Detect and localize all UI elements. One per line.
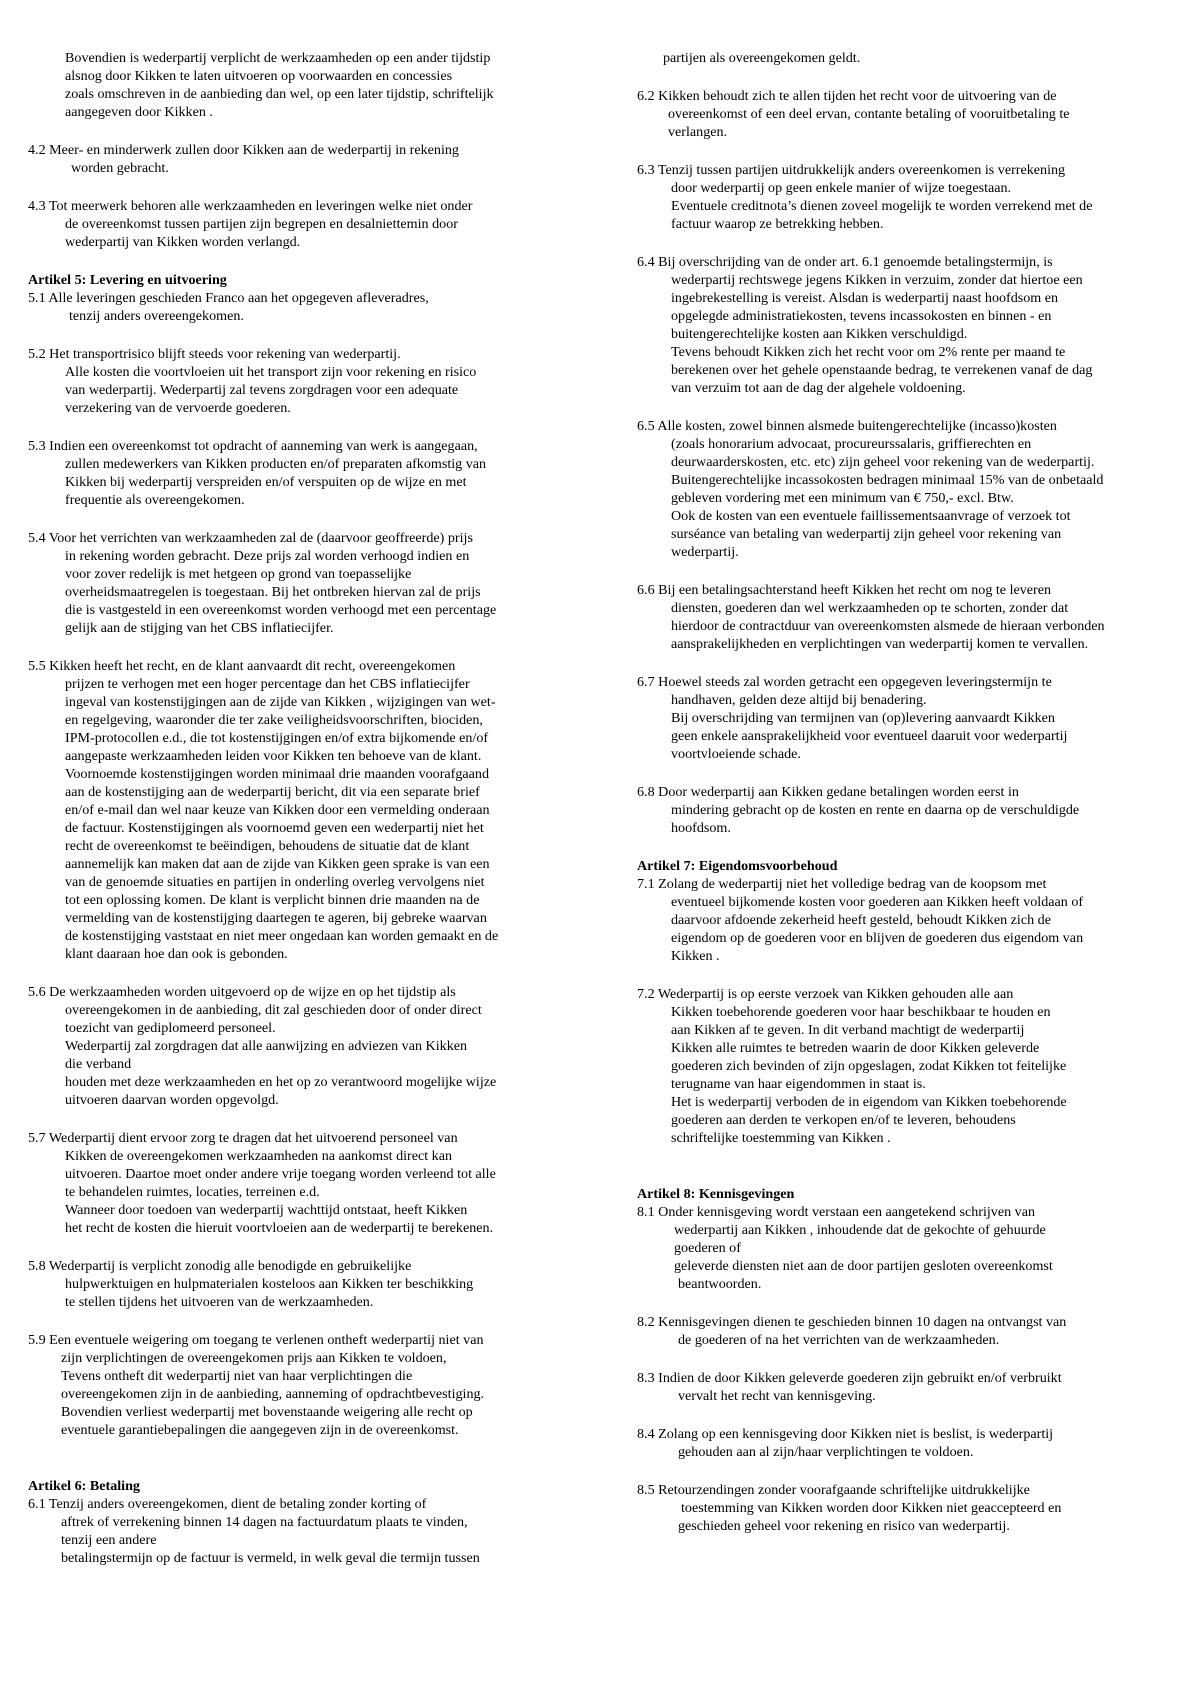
text-line: 5.4 Voor het verrichten van werkzaamheden zal de (daarvoor geoffreerde) prijs [28,530,473,546]
text-line: goederen zich bevinden of zijn opgeslagen, zodat Kikken tot feitelijke [671,1058,1067,1074]
text-line: 4.2 Meer- en minderwerk zullen door Kikken aan de wederpartij in rekening [28,142,459,158]
text-line: (zoals honorarium advocaat, procureurssalaris, griffierechten en [671,436,1032,452]
text-line: aansprakelijkheden en verplichtingen van wederpartij komen te vervallen. [671,636,1089,652]
text-line: te stellen tijdens het uitvoeren van de werkzaamheden. [65,1294,374,1310]
text-line: schriftelijke toestemming van Kikken . [671,1130,891,1146]
text-line: gehouden aan al zijn/haar verplichtingen te voldoen. [678,1444,974,1460]
text-line: 4.3 Tot meerwerk behoren alle werkzaamheden en leveringen welke niet onder [28,198,473,214]
text-line: ingeval van kostenstijgingen aan de zijde van Kikken , wijzigingen van wet- [65,694,496,710]
article-heading: Artikel 7: Eigendomsvoorbehoud [637,858,838,874]
text-line: opgelegde administratiekosten, tevens incassokosten en binnen - en [671,308,1052,324]
text-line: hulpwerktuigen en hulpmaterialen kosteloos aan Kikken ter beschikking [65,1276,474,1292]
text-line: aftrek of verrekening binnen 14 dagen na factuurdatum plaats te vinden, [61,1514,468,1530]
text-line: die is vastgesteld in een overeenkomst worden verhoogd met een percentage [65,602,497,618]
text-line: 8.3 Indien de door Kikken geleverde goederen zijn gebruikt en/of verbruikt [637,1370,1062,1386]
text-line: Wederpartij zal zorgdragen dat alle aanwijzing en adviezen van Kikken [65,1038,468,1054]
text-line: frequentie als overeengekomen. [65,492,245,508]
text-line: Kikken toebehorende goederen voor haar beschikbaar te houden en [671,1004,1051,1020]
text-line: 6.5 Alle kosten, zowel binnen alsmede buitengerechtelijke (incasso)kosten [637,418,1057,434]
text-line: vermelding van de kostenstijging daartegen te ageren, bij gebreke waarvan [65,910,487,926]
text-line: wederpartij rechtswege jegens Kikken in verzuim, zonder dat hiertoe een [671,272,1083,288]
text-line: klant daaraan hoe dan ook is gebonden. [65,946,288,962]
text-line: Kikken . [671,948,720,964]
text-line: Tevens behoudt Kikken zich het recht voor om 2% rente per maand te [671,344,1066,360]
text-line: Kikken de overeengekomen werkzaamheden na aankomst direct kan [65,1148,453,1164]
text-line: 6.3 Tenzij tussen partijen uitdrukkelijk anders overeenkomen is verrekening [637,162,1066,178]
text-line: zijn verplichtingen de overeengekomen prijs aan Kikken te voldoen, [61,1350,447,1366]
text-line: mindering gebracht op de kosten en rente en daarna op de verschuldigde [671,802,1080,818]
text-line: berekenen over het gehele openstaande bedrag, te verrekenen vanaf de dag [671,362,1093,378]
text-line: vervalt het recht van kennisgeving. [678,1388,876,1404]
text-line: eigendom op de goederen voor en blijven de goederen dus eigendom van [671,930,1084,946]
text-line: de goederen of na het verrichten van de werkzaamheden. [678,1332,1000,1348]
text-line: 5.2 Het transportrisico blijft steeds voor rekening van wederpartij. [28,346,401,362]
text-line: Alle kosten die voortvloeien uit het transport zijn voor rekening en risico [65,364,477,380]
text-line: terugname van haar eigendommen in staat is. [671,1076,926,1092]
text-line: geschieden geheel voor rekening en risico van wederpartij. [678,1518,1010,1534]
text-line: Wanneer door toedoen van wederpartij wachttijd ontstaat, heeft Kikken [65,1202,468,1218]
text-line: Kikken bij wederpartij verspreiden en/of verspuiten op de wijze en met [65,474,467,490]
text-line: 6.4 Bij overschrijding van de onder art. 6.1 genoemde betalingstermijn, is [637,254,1053,270]
text-line: van de genoemde situaties en partijen in onderling overleg vervolgens niet [65,874,485,890]
text-line: beantwoorden. [678,1276,762,1292]
text-line: 6.8 Door wederpartij aan Kikken gedane betalingen worden eerst in [637,784,1019,800]
text-line: recht de overeenkomst te beëindigen, behoudens de situatie dat de klant [65,838,470,854]
text-line: wederpartij van Kikken worden verlangd. [65,234,301,250]
text-line: 8.4 Zolang op een kennisgeving door Kikken niet is beslist, is wederpartij [637,1426,1054,1442]
text-line: goederen aan derden te verkopen en/of te leveren, behoudens [671,1112,1016,1128]
text-line: in rekening worden gebracht. Deze prijs zal worden verhoogd indien en [65,548,470,564]
text-line: Het is wederpartij verboden de in eigendom van Kikken toebehorende [671,1094,1067,1110]
text-line: betalingstermijn op de factuur is vermeld, in welk geval die termijn tussen [61,1550,480,1566]
text-line: overeenkomst of een deel ervan, contante betaling of vooruitbetaling te [668,106,1070,122]
text-line: wederpartij. [671,544,739,560]
text-line: en regelgeving, waaronder die ter zake veiligheidsvoorschriften, biociden, [65,712,483,728]
text-line: 6.2 Kikken behoudt zich te allen tijden het recht voor de uitvoering van de [637,88,1057,104]
text-line: voor zover redelijk is met hetgeen op grond van toepasselijke [65,566,412,582]
text-line: 5.1 Alle leveringen geschieden Franco aan het opgegeven afleveradres, [28,290,429,306]
text-line: te behandelen ruimtes, locaties, terreinen e.d. [65,1184,320,1200]
text-line: eventuele garantiebepalingen die aangegeven zijn in de overeenkomst. [61,1422,459,1438]
text-line: buitengerechtelijke kosten aan Kikken verschuldigd. [671,326,968,342]
text-line: goederen of [674,1240,741,1256]
text-line: uitvoeren daarvan worden opgevolgd. [65,1092,279,1108]
text-line: hoofdsom. [671,820,731,836]
article-heading: Artikel 8: Kennisgevingen [637,1186,795,1202]
text-line: die verband [65,1056,132,1072]
text-line: overeengekomen zijn in de aanbieding, aanneming of opdrachtbevestiging. [61,1386,485,1402]
text-line: handhaven, gelden deze altijd bij benadering. [671,692,927,708]
text-line: ingebrekestelling is vereist. Alsdan is wederpartij naast hoofdsom en [671,290,1059,306]
text-line: surséance van betaling van wederpartij zijn geheel voor rekening van [671,526,1062,542]
text-line: 5.9 Een eventuele weigering om toegang te verlenen ontheft wederpartij niet van [28,1332,484,1348]
text-line: 8.2 Kennisgevingen dienen te geschieden binnen 10 dagen na ontvangst van [637,1314,1067,1330]
text-line: aangepaste werkzaamheden leiden voor Kikken ten behoeve van de klant. [65,748,482,764]
text-line: 5.7 Wederpartij dient ervoor zorg te dragen dat het uitvoerend personeel van [28,1130,458,1146]
text-line: 5.5 Kikken heeft het recht, en de klant aanvaardt dit recht, overeengekomen [28,658,456,674]
text-line: zoals omschreven in de aanbieding dan wel, op een later tijdstip, schriftelijk [65,86,494,102]
text-line: 6.1 Tenzij anders overeengekomen, dient de betaling zonder korting of [28,1496,427,1512]
text-line: verlangen. [668,124,728,140]
text-line: aangegeven door Kikken . [65,104,213,120]
text-line: 8.1 Onder kennisgeving wordt verstaan een aangetekend schrijven van [637,1204,1036,1220]
text-line: Eventuele creditnota’s dienen zoveel mogelijk te worden verrekend met de [671,198,1093,214]
text-line: 5.3 Indien een overeenkomst tot opdracht of aanneming van werk is aangegaan, [28,438,478,454]
text-line: Kikken alle ruimtes te betreden waarin de door Kikken geleverde [671,1040,1040,1056]
text-line: 5.6 De werkzaamheden worden uitgevoerd op de wijze en op het tijdstip als [28,984,456,1000]
text-line: aan de kostenstijging aan de wederpartij bericht, dit via een separate brief [65,784,480,800]
text-line: wederpartij aan Kikken , inhoudende dat de gekochte of gehuurde [674,1222,1046,1238]
text-line: 6.7 Hoewel steeds zal worden getracht een opgegeven leveringstermijn te [637,674,1052,690]
text-line: hierdoor de contractduur van overeenkomsten alsmede de hieraan verbonden [671,618,1105,634]
text-line: 5.8 Wederpartij is verplicht zonodig alle benodigde en gebruikelijke [28,1258,412,1274]
text-line: uitvoeren. Daartoe moet onder andere vrije toegang worden verleend tot alle [65,1166,496,1182]
text-line: verzekering van de vervoerde goederen. [65,400,291,416]
text-line: factuur waarop ze betrekking hebben. [671,216,884,232]
text-line: prijzen te verhogen met een hoger percentage dan het CBS inflatiecijfer [65,676,470,692]
text-line: zullen medewerkers van Kikken producten en/of preparaten afkomstig van [65,456,487,472]
text-line: 7.2 Wederpartij is op eerste verzoek van Kikken gehouden alle aan [637,986,1014,1002]
text-line: 7.1 Zolang de wederpartij niet het volledige bedrag van de koopsom met [637,876,1047,892]
text-line: de factuur. Kostenstijgingen als voornoemd geven een wederpartij niet het [65,820,484,836]
text-line: 8.5 Retourzendingen zonder voorafgaande schriftelijke uitdrukkelijke [637,1482,1030,1498]
text-line: geleverde diensten niet aan de door partijen gesloten overeenkomst [674,1258,1053,1274]
text-line: worden gebracht. [71,160,169,176]
text-line: tenzij een andere [61,1532,157,1548]
text-line: van wederpartij. Wederpartij zal tevens zorgdragen voor een adequate [65,382,459,398]
text-line: Bij overschrijding van termijnen van (op)levering aanvaardt Kikken [671,710,1055,726]
text-line: deurwaarderskosten, etc. etc) zijn geheel voor rekening van de wederpartij. [671,454,1095,470]
text-line: Bovendien verliest wederpartij met bovenstaande weigering alle recht op [61,1404,473,1420]
text-line: partijen als overeengekomen geldt. [663,50,861,66]
text-line: aan Kikken af te geven. In dit verband machtigt de wederpartij [671,1022,1025,1038]
text-line: daarvoor afdoende zekerheid heeft gesteld, behoudt Kikken zich de [671,912,1051,928]
text-line: en/of e-mail dan wel naar keuze van Kikken door een vermelding onderaan [65,802,490,818]
text-line: diensten, goederen dan wel werkzaamheden op te schorten, zonder dat [671,600,1069,616]
article-heading: Artikel 5: Levering en uitvoering [28,272,227,288]
text-line: 6.6 Bij een betalingsachterstand heeft Kikken het recht om nog te leveren [637,582,1052,598]
text-line: Buitengerechtelijke incassokosten bedragen minimaal 15% van de onbetaald [671,472,1104,488]
text-line: gelijk aan de stijging van het CBS inflatiecijfer. [65,620,334,636]
text-line: van verzuim tot aan de dag der algehele voldoening. [671,380,966,396]
text-line: eventueel bijkomende kosten voor goederen aan Kikken heeft voldaan of [671,894,1084,910]
text-line: Tevens ontheft dit wederpartij niet van haar verplichtingen die [61,1368,413,1384]
text-line: Voornoemde kostenstijgingen worden minimaal drie maanden voorafgaand [65,766,490,782]
text-line: toezicht van gediplomeerd personeel. [65,1020,276,1036]
text-line: tenzij anders overeengekomen. [69,308,244,324]
text-line: overheidsmaatregelen is toegestaan. Bij het ontbreken hiervan zal de prijs [65,584,481,600]
text-line: houden met deze werkzaamheden en het op zo verantwoord mogelijke wijze [65,1074,497,1090]
text-line: het recht de kosten die hieruit voortvloeien aan de wederpartij te berekenen. [65,1220,494,1236]
text-line: alsnog door Kikken te laten uitvoeren op voorwaarden en concessies [65,68,453,84]
text-line: voortvloeiende schade. [671,746,801,762]
article-heading: Artikel 6: Betaling [28,1478,140,1494]
text-line: toestemming van Kikken worden door Kikken niet geaccepteerd en [681,1500,1062,1516]
text-line: de kostenstijging vaststaat en niet meer ongedaan kan worden gemaakt en de [65,928,499,944]
text-line: tot een oplossing komen. De klant is verplicht binnen drie maanden na de [65,892,480,908]
text-line: Bovendien is wederpartij verplicht de werkzaamheden op een ander tijdstip [65,50,491,66]
text-line: Ook de kosten van een eventuele faillissementsaanvrage of verzoek tot [671,508,1071,524]
text-line: door wederpartij op geen enkele manier of wijze toegestaan. [671,180,1012,196]
text-line: gebleven vordering met een minimum van € 750,- excl. Btw. [671,490,1014,506]
text-line: geen enkele aansprakelijkheid voor eventueel daaruit voor wederpartij [671,728,1068,744]
text-line: IPM-protocollen e.d., die tot kostenstijgingen en/of extra bijkomende en/of [65,730,489,746]
text-line: overeengekomen in de aanbieding, dit zal geschieden door of onder direct [65,1002,482,1018]
text-line: de overeenkomst tussen partijen zijn begrepen en desalniettemin door [65,216,458,232]
text-line: aannemelijk kan maken dat aan de zijde van Kikken geen sprake is van een [65,856,490,872]
